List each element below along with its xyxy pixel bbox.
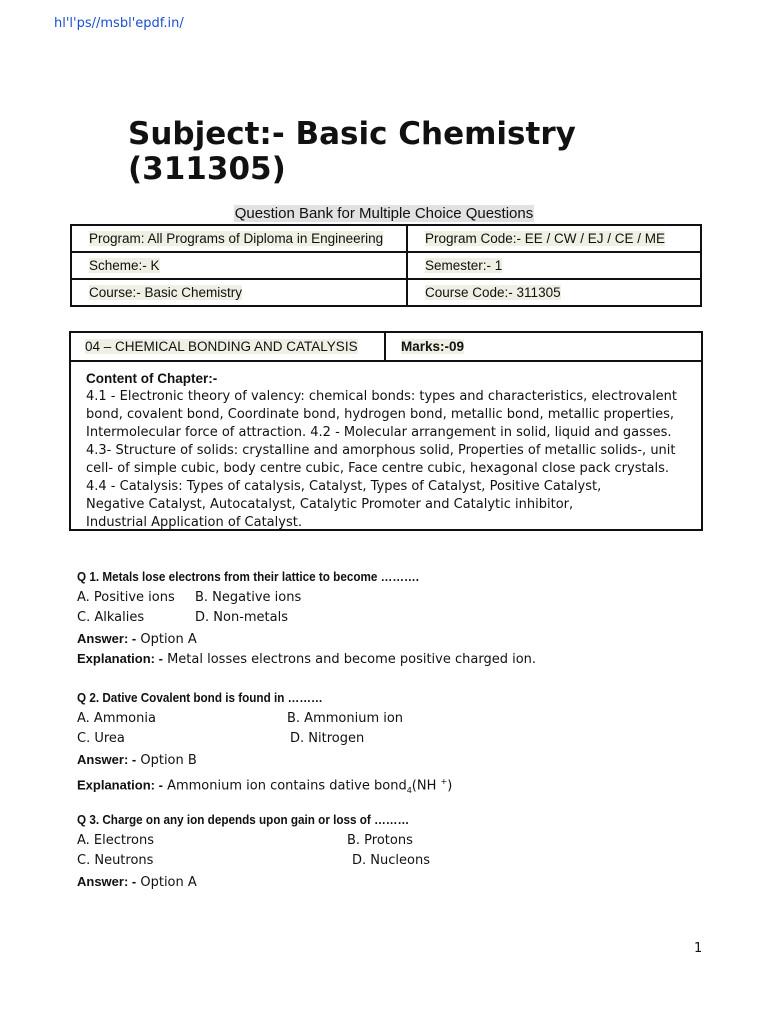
chapter-content (71, 362, 701, 532)
content-line: 4.3- Structure of solids: crystalline and amorphous solid, Properties of metallic solids-, unit (86, 443, 676, 458)
answer-row (77, 629, 536, 650)
answer-label: Answer: - (77, 751, 137, 767)
chapter-marks (386, 333, 464, 360)
question-text: Q 3. Charge on any ion depends upon gain or loss of ……… (77, 812, 410, 827)
option-b: B. Negative ions (195, 589, 302, 605)
content-line: Negative Catalyst, Autocatalyst, Catalytic Promoter and Catalytic inhibitor, (86, 497, 574, 512)
question-text: Q 2. Dative Covalent bond is found in ……… (77, 690, 323, 705)
answer-value: Option A (136, 631, 197, 647)
explanation-subscript: 4 (406, 785, 412, 795)
chapter-box (69, 331, 703, 531)
content-line: Intermolecular force of attraction. 4.2 - Molecular arrangement in solid, liquid and gasses. (86, 425, 672, 440)
options-row (77, 608, 536, 629)
question-2 (77, 688, 452, 793)
answer-value: Option A (136, 874, 197, 890)
course-text: Course:- Basic Chemistry (89, 285, 243, 300)
course-cell (71, 279, 407, 306)
course-code-cell (407, 279, 701, 306)
answer-row (77, 750, 452, 771)
question-text: Q 1. Metals lose electrons from their lattice to become ………. (77, 569, 419, 584)
title-line-2: (311305) (128, 151, 286, 187)
page-number: 1 (694, 941, 703, 956)
explanation-superscript: + (440, 777, 448, 786)
option-a: A. Ammonia (77, 710, 156, 726)
table-row (71, 225, 701, 252)
page-title (128, 117, 576, 187)
question-1 (77, 567, 536, 670)
explanation-label: Explanation: - (77, 651, 163, 666)
option-c: C. Alkalies (77, 610, 145, 625)
chapter-title: 04 – CHEMICAL BONDING AND CATALYSIS (85, 339, 358, 354)
content-line: cell- of simple cubic, body centre cubic, Face centre cubic, hexagonal close pack crystals. (86, 461, 670, 476)
option-a: A. Positive ions (77, 589, 175, 605)
question-text-row (77, 810, 446, 831)
chapter-marks-text: Marks:-09 (401, 339, 465, 354)
program-cell (71, 225, 407, 252)
option-d: D. Nitrogen (290, 731, 365, 746)
question-bank-title (0, 205, 768, 222)
options-row (77, 851, 446, 872)
content-line: Industrial Application of Catalyst. (86, 515, 302, 530)
question-3 (77, 810, 446, 892)
answer-label: Answer: - (77, 630, 137, 646)
options-row (77, 588, 536, 609)
answer-row (77, 872, 446, 893)
option-b: B. Protons (347, 832, 413, 848)
option-c: C. Urea (77, 731, 125, 746)
question-text-row (77, 567, 536, 588)
question-bank-title-text: Question Bank for Multiple Choice Questions (234, 205, 534, 222)
question-text-row (77, 688, 452, 709)
semester-text: Semester:- 1 (425, 258, 503, 273)
content-line: 4.1 - Electronic theory of valency: chemical bonds: types and characteristics, electrovalent (86, 389, 677, 404)
content-line: 4.4 - Catalysis: Types of catalysis, Catalyst, Types of Catalyst, Positive Catalyst, (86, 479, 602, 494)
content-line: bond, covalent bond, Coordinate bond, hydrogen bond, metallic bond, metallic properties, (86, 407, 675, 422)
option-c: C. Neutrons (77, 853, 154, 868)
table-row (71, 252, 701, 279)
explanation-formula: (NH (411, 778, 441, 794)
explanation-text: Ammonium ion contains dative bond (162, 778, 407, 794)
scheme-text: Scheme:- K (89, 258, 160, 273)
explanation-label: Explanation: - (77, 777, 163, 793)
chapter-title-cell (71, 333, 386, 360)
program-text: Program: All Programs of Diploma in Engineering (89, 231, 384, 246)
option-b: B. Ammonium ion (287, 710, 404, 726)
answer-label: Answer: - (77, 873, 137, 889)
options-row (77, 831, 446, 852)
semester-cell (407, 252, 701, 279)
chapter-header (71, 333, 701, 362)
option-d: D. Nucleons (352, 853, 430, 868)
explanation-row (77, 770, 452, 793)
explanation-close: ) (447, 778, 453, 794)
table-row (71, 279, 701, 306)
title-line-1: Subject:- Basic Chemistry (128, 116, 576, 152)
course-code-text: Course Code:- 311305 (425, 285, 561, 300)
course-info-table (70, 224, 702, 307)
program-code-cell (407, 225, 701, 252)
explanation-text: Metal losses electrons and become positive charged ion. (162, 652, 537, 667)
option-a: A. Electrons (77, 832, 155, 848)
options-row (77, 729, 452, 750)
program-code-text: Program Code:- EE / CW / EJ / CE / ME (425, 231, 666, 246)
options-row (77, 709, 452, 730)
scheme-cell (71, 252, 407, 279)
answer-value: Option B (136, 752, 197, 768)
source-url[interactable]: hl'l'ps//msbl'epdf.in/ (54, 16, 184, 31)
explanation-row (77, 649, 536, 670)
option-d: D. Non-metals (195, 610, 288, 625)
content-label: Content of Chapter:- (86, 371, 218, 386)
